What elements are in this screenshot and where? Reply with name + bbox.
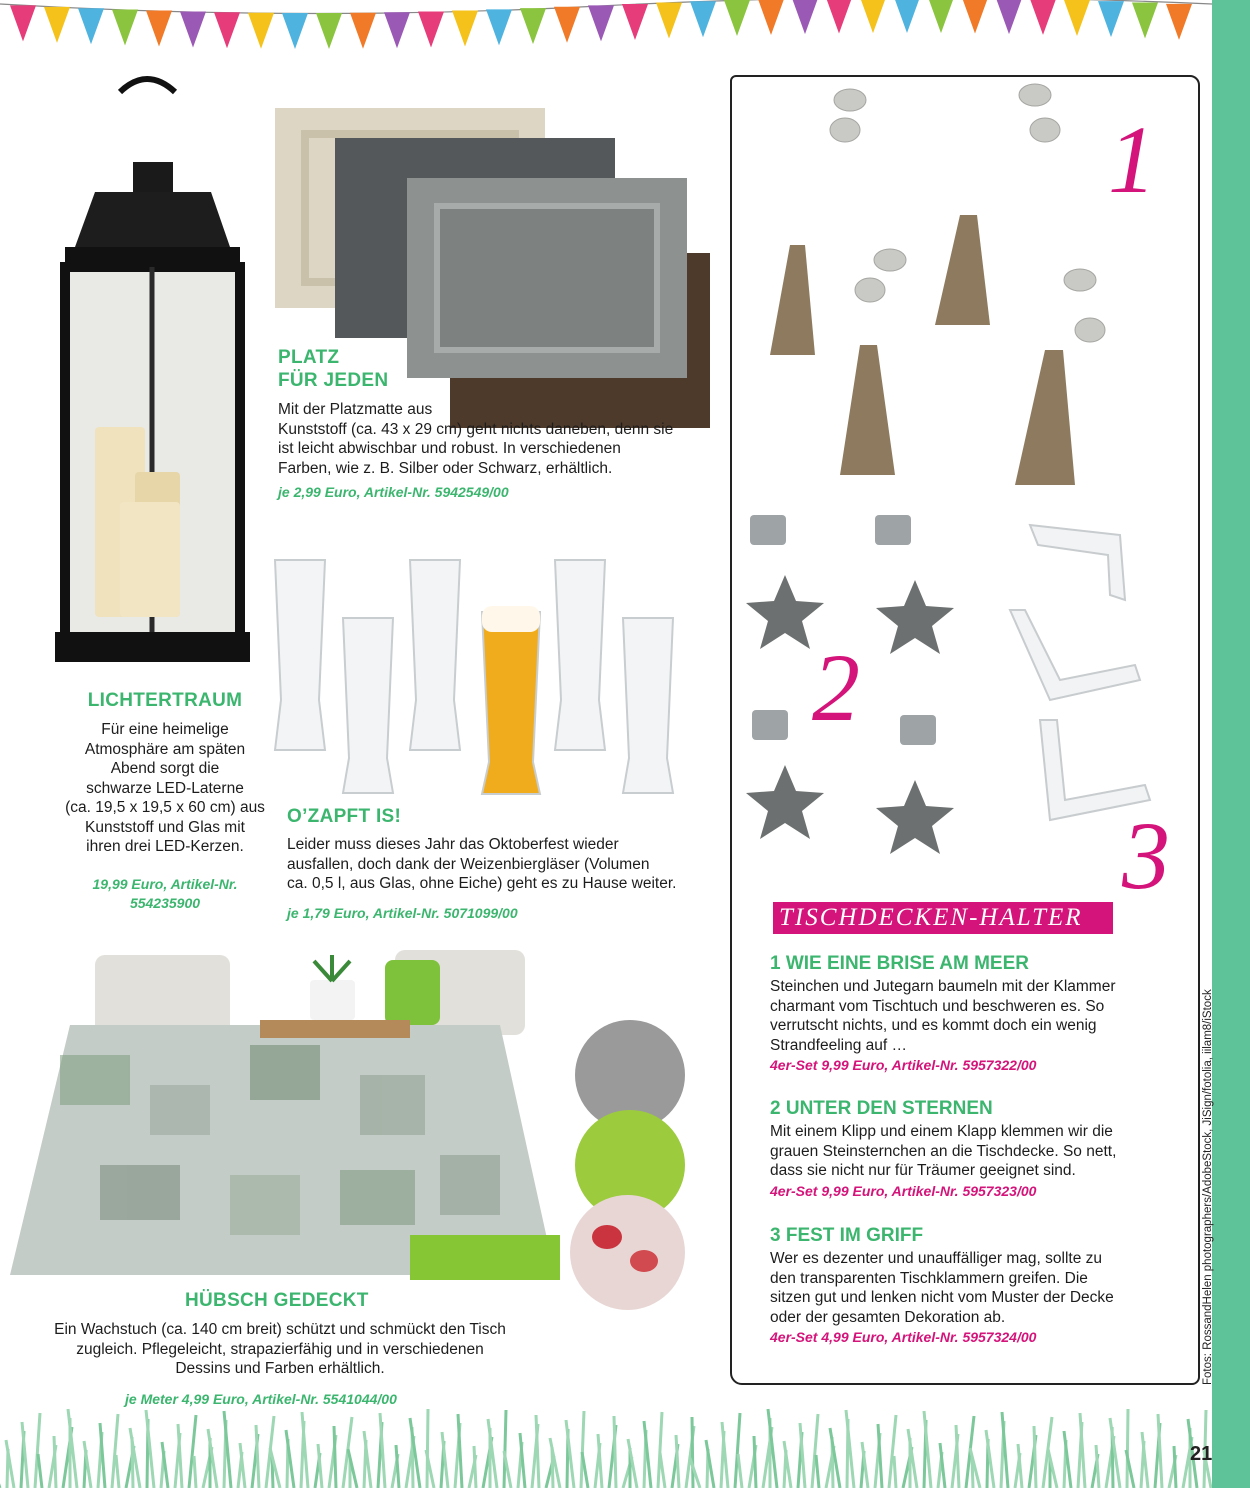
- tablecloth-heading: HÜBSCH GEDECKT: [185, 1290, 369, 1311]
- text-line: schwarze LED-Laterne: [86, 779, 244, 797]
- bunting-flag: [622, 4, 648, 40]
- bunting-flag: [656, 3, 682, 39]
- bunting-flag: [758, 0, 784, 35]
- grass-blade: [318, 1444, 322, 1488]
- photo-credit: [1186, 955, 1214, 1385]
- grass-decoration: [0, 1400, 1212, 1488]
- bunting-flag: [1030, 0, 1056, 35]
- text-line: Kunststoff (ca. 43 x 29 cm) geht nichts daneben, denn sie: [278, 420, 674, 438]
- bunting-flag: [180, 11, 206, 47]
- text-line: ca. 0,5 l, aus Glas, ohne Eiche) geht es zu Hause weiter.: [287, 875, 677, 892]
- bunting-flag: [44, 7, 70, 43]
- heading-line: FÜR JEDEN: [278, 370, 389, 391]
- text-line: Wer es dezenter und unauffälliger mag, sollte zu: [770, 1250, 1103, 1267]
- text-line: Steinchen und Jutegarn baumeln mit der Klammer: [770, 978, 1116, 995]
- price-line: 19,99 Euro, Artikel-Nr.: [92, 876, 238, 892]
- grass-blade: [1034, 1426, 1036, 1488]
- grass-blade: [194, 1456, 196, 1488]
- holder-item-heading: 3 FEST IM GRIFF: [770, 1225, 924, 1246]
- placemat-heading: [278, 346, 388, 392]
- lantern-description: [40, 720, 290, 857]
- grass-blade: [1018, 1444, 1022, 1488]
- grass-blade: [738, 1454, 742, 1488]
- bunting-flag: [452, 11, 478, 47]
- holder-item-heading: 1 WIE EINE BRISE AM MEER: [770, 953, 1029, 974]
- bunting-flag: [690, 1, 716, 37]
- bunting-flag: [588, 5, 614, 41]
- grass-blade: [474, 1446, 476, 1488]
- text-line: sitzen gut und lenken nicht vom Muster der Decke: [770, 1289, 1114, 1306]
- placemat-price: je 2,99 Euro, Artikel-Nr. 5942549/00: [278, 484, 509, 500]
- grass-blade: [458, 1414, 462, 1488]
- bunting-flag: [860, 0, 886, 33]
- text-line: oder der gesamten Dekoration ab.: [770, 1308, 1006, 1326]
- grass-blade: [504, 1410, 506, 1488]
- grass-blade: [1158, 1414, 1162, 1488]
- heading-line: PLATZ: [278, 347, 340, 368]
- star-holders-image-right: [860, 505, 970, 870]
- holder-item-description: [770, 1122, 1180, 1181]
- swatch-roses: [570, 1195, 685, 1310]
- lantern-image: [25, 72, 270, 672]
- text-line: (ca. 19,5 x 19,5 x 60 cm) aus: [65, 799, 265, 816]
- text-line: Für eine heimelige: [101, 721, 229, 738]
- text-line: verrutscht nichts, und es kommt doch ein wenig: [770, 1017, 1097, 1034]
- holder-number-1: 1: [1108, 106, 1156, 213]
- holder-item-price: 4er-Set 4,99 Euro, Artikel-Nr. 5957324/00: [770, 1329, 1037, 1345]
- grass-blade: [754, 1436, 756, 1488]
- grass-blade: [692, 1417, 693, 1488]
- bunting-flag: [1132, 2, 1158, 38]
- text-line: Mit der Platzmatte aus: [278, 401, 433, 418]
- holder-item-description: [770, 977, 1180, 1055]
- tablecloth-price: je Meter 4,99 Euro, Artikel-Nr. 5541044/00: [125, 1391, 397, 1407]
- grass-blade: [116, 1455, 119, 1488]
- bunting-flag: [894, 0, 920, 33]
- bunting-flag: [792, 0, 818, 34]
- grass-blade: [676, 1435, 679, 1488]
- placemat-description: [278, 400, 708, 478]
- bunting-flag: [350, 13, 376, 49]
- text-line: Kunststoff und Glas mit: [85, 818, 245, 836]
- transparent-holders-image: [970, 510, 1170, 840]
- text-line: Abend sorgt die: [110, 760, 220, 777]
- text-line: Dessins und Farben erhältlich.: [175, 1360, 385, 1377]
- tablecloth-image: [0, 945, 560, 1285]
- holder-item-2: [770, 1098, 1180, 1201]
- grass-blade: [581, 1411, 584, 1488]
- holder-number-3: 3: [1122, 802, 1170, 909]
- holder-item-3: [770, 1225, 1180, 1347]
- bunting-flag: [316, 13, 342, 49]
- grass-blade: [1096, 1445, 1099, 1488]
- lantern-price: [40, 875, 290, 913]
- text-line: den transparenten Tischklammern greifen. Die: [770, 1269, 1088, 1287]
- jute-stone-holders-image: [745, 75, 1135, 495]
- holder-item-price: 4er-Set 9,99 Euro, Artikel-Nr. 5957323/00: [770, 1182, 1037, 1199]
- page-edge-strip: [1212, 0, 1250, 1488]
- text-line: Strandfeeling auf …: [770, 1036, 908, 1054]
- bunting-flag: [520, 8, 546, 44]
- grass-blade: [894, 1456, 896, 1488]
- bunting-flag: [826, 0, 852, 34]
- lantern-heading: LICHTERTRAUM: [87, 690, 243, 711]
- text-line: Ein Wachstuch (ca. 140 cm breit) schützt und schmückt den Tisch: [54, 1321, 506, 1338]
- text-line: Leider muss dieses Jahr das Oktoberfest wieder: [287, 836, 619, 853]
- bunting-flag: [214, 12, 240, 48]
- bunting-flag: [78, 8, 104, 44]
- bunting-flag: [1166, 4, 1192, 40]
- bunting-flag: [10, 5, 36, 41]
- holders-title: TISCHDECKEN-HALTER: [773, 902, 1113, 934]
- grass-blade: [54, 1436, 56, 1488]
- text-line: Farben, wie z. B. Silber oder Schwarz, erhältlich.: [278, 459, 613, 477]
- bunting-flag: [928, 0, 954, 33]
- bunting-flag: [996, 0, 1022, 34]
- text-line: ist leicht abwischbar und robust. In verschiedenen: [278, 440, 621, 457]
- price-line: 554235900: [129, 895, 201, 911]
- photo-credit-text: Fotos: RossandHelen photographers/AdobeStock, JiSign/fotolia, iilam8/iStock: [1202, 989, 1214, 1385]
- holder-item-description: [770, 1249, 1180, 1327]
- grass-blade: [816, 1455, 819, 1488]
- text-line: Atmosphäre am späten: [84, 740, 246, 758]
- grass-blade: [1127, 1409, 1128, 1488]
- bunting-flag: [418, 11, 444, 47]
- grass-blade: [660, 1453, 665, 1488]
- text-line: grauen Steinsternchen an die Tischdecke. So nett,: [770, 1142, 1117, 1160]
- beer-glasses-image: [270, 550, 700, 795]
- grass-blade: [334, 1426, 336, 1488]
- bunting-flag: [112, 9, 138, 45]
- bunting-flag: [486, 9, 512, 45]
- grass-blade: [598, 1434, 602, 1488]
- bunting-flag: [1098, 1, 1124, 37]
- text-line: Mit einem Klipp und einem Klapp klemmen wir die: [770, 1123, 1113, 1140]
- text-line: ihren drei LED-Kerzen.: [86, 838, 244, 855]
- bunting-decoration: [0, 0, 1212, 60]
- text-line: ausfallen, doch dank der Weizenbiergläser (Volumen: [287, 855, 650, 873]
- glasses-price: je 1,79 Euro, Artikel-Nr. 5071099/00: [287, 905, 518, 921]
- holder-item-1: [770, 953, 1180, 1075]
- text-line: zugleich. Pflegeleicht, strapazierfähig und in verschiedenen: [76, 1340, 484, 1358]
- grass-blade: [38, 1454, 42, 1488]
- glasses-description: [287, 835, 712, 894]
- grass-blade: [658, 1412, 662, 1488]
- bunting-flag: [1064, 0, 1090, 36]
- page-number: 21: [1190, 1443, 1213, 1465]
- holder-number-2: 2: [812, 634, 860, 741]
- grass-blade: [427, 1409, 428, 1488]
- text-line: charmant vom Tischtuch und beschweren es. So: [770, 997, 1105, 1015]
- bunting-flag: [554, 7, 580, 43]
- bunting-flag: [962, 0, 988, 33]
- grass-blade: [614, 1416, 616, 1488]
- tablecloth-description: [25, 1320, 535, 1379]
- grass-blade: [396, 1445, 399, 1488]
- grass-blade: [1174, 1446, 1176, 1488]
- bunting-flag: [384, 12, 410, 48]
- holder-item-price: 4er-Set 9,99 Euro, Artikel-Nr. 5957322/00: [770, 1057, 1037, 1073]
- holder-item-heading: 2 UNTER DEN STERNEN: [770, 1098, 993, 1119]
- glasses-heading: O’ZAPFT IS!: [287, 806, 402, 827]
- bunting-flag: [282, 13, 308, 49]
- text-line: dass sie nicht nur für Träumer geeignet sind.: [770, 1162, 1076, 1179]
- bunting-flag: [146, 11, 172, 47]
- bunting-flag: [724, 0, 750, 36]
- bunting-flag: [248, 13, 274, 49]
